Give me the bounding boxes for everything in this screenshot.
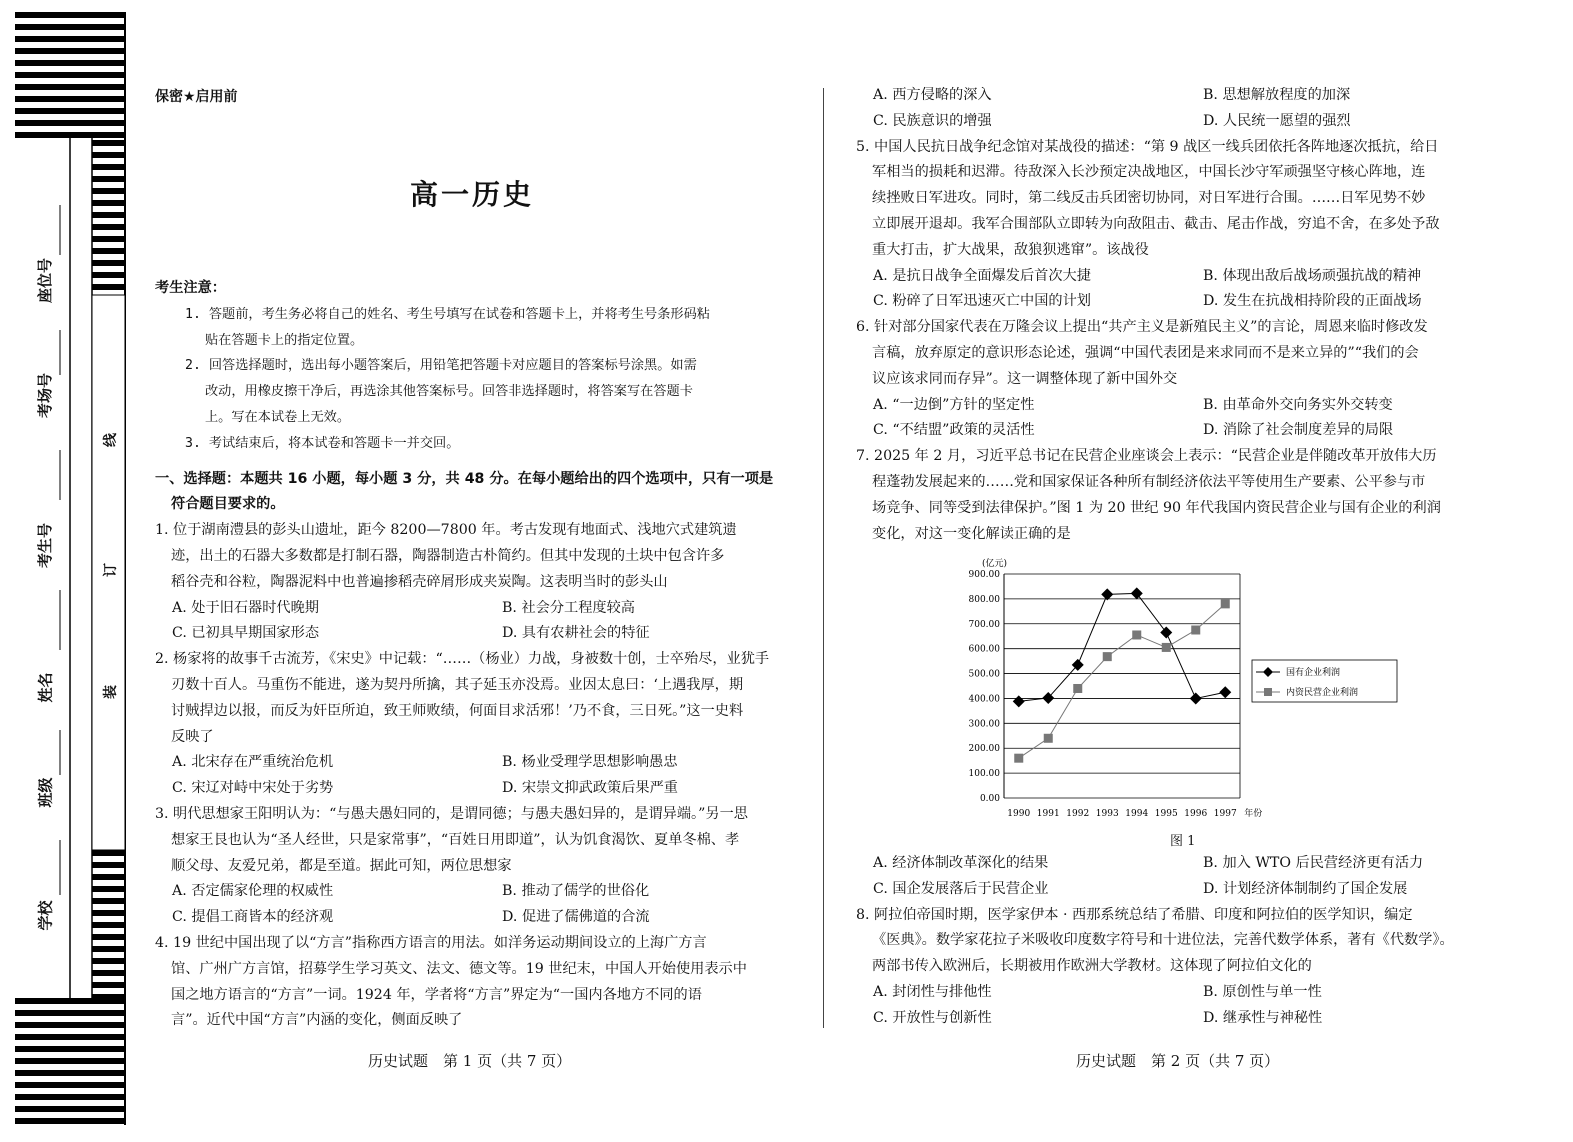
margin-stripe [92,898,125,904]
q2-stem: 反映了 [171,728,214,745]
q8-stem: 两部书传入欧洲后，长期被用作欧洲大学教材。这体现了阿拉伯文化的 [872,958,1312,975]
margin-field-examinee-no: 考生号 [36,522,55,569]
margin-stripe [15,84,125,90]
margin-stripe [92,934,125,940]
margin-stripe [92,152,125,158]
chart-xtick-label: 1993 [1095,809,1119,819]
margin-stripe [92,212,125,218]
section-heading-cont: 符合题目要求的。 [171,496,285,513]
margin-stripe [92,946,125,952]
figure-1-chart [962,552,1412,852]
chart-xtick-label: 1994 [1125,809,1149,819]
margin-field-name: 姓名 [36,672,55,703]
margin-stripe [92,260,125,266]
q3-stem: 顺父母、友爱兄弟，都是至道。据此可知，两位思想家 [171,857,512,874]
margin-stripe [15,1034,125,1040]
chart-ytick-label: 600.00 [968,644,1000,655]
chart-ytick-label: 0.00 [979,794,1000,804]
chart-xtick-label: 1991 [1036,809,1060,819]
margin-cut-line: 线 [103,433,119,447]
chart-xtick-label: 1995 [1154,809,1178,819]
chart-point-state-owned [1190,692,1202,704]
margin-stripe [92,874,125,880]
q7-stem: 场竞争、同等受到法律保护。”图 1 为 20 世纪 90 年代我国内资民营企业与国有企业的利润 [872,499,1441,516]
margin-stripe [92,188,125,194]
q7-options [856,851,1506,903]
q4-stem: 国之地方语言的“方言”一词。1924 年，学者将“方言”界定为“一国内各地方不同的语 [171,986,702,1003]
margin-stripe [15,1058,125,1064]
q2-option-b[interactable]: B. 杨业受理学思想影响愚忠 [502,754,678,771]
margin-stripe [15,108,125,114]
margin-stripe [92,224,125,230]
chart-ytick-label: 300.00 [968,719,1000,730]
figure-label: 图 1 [1170,834,1196,849]
q4-stem: 馆、广州广方言馆，招募学生学习英文、法文、德文等。19 世纪末，中国人开始使用表示中 [171,960,747,977]
margin-stripe [15,1010,125,1016]
chart-point-state-owned [1131,587,1143,599]
q8-option-b[interactable]: B. 原创性与单一性 [1203,983,1322,1000]
margin-stripe [15,1082,125,1088]
margin-stripe [92,910,125,916]
margin-stripe [15,48,125,54]
margin-stripe [92,236,125,242]
q2-option-c[interactable]: C. 宋辽对峙中宋处于劣势 [172,780,334,797]
q5-stem: 重大打击，扩大战果，敌狼狈逃窜”。该战役 [872,241,1149,258]
q1-option-c[interactable]: C. 已初具早期国家形态 [172,625,320,642]
margin-stripe [92,272,125,278]
q6-option-c[interactable]: C. “不结盟”政策的灵活性 [873,422,1035,439]
q5-option-b[interactable]: B. 体现出敌后战场顽强抗战的精神 [1203,267,1422,284]
chart-point-private [1014,754,1023,763]
margin-stripe [92,284,125,290]
page2-column-lower [856,851,1506,1032]
chart-ytick-label: 800.00 [968,594,1000,605]
q3-option-c[interactable]: C. 提倡工商皆本的经济观 [172,909,334,926]
notice-line: 贴在答题卡上的指定位置。 [205,332,364,348]
q6-option-d[interactable]: D. 消除了社会制度差异的局限 [1203,422,1394,439]
q4-option-c[interactable]: C. 民族意识的增强 [873,112,992,129]
column-divider [823,88,824,1028]
chart-point-private [1221,599,1230,608]
margin-stripe [92,982,125,988]
q5-option-d[interactable]: D. 发生在抗战相持阶段的正面战场 [1203,293,1422,310]
q4-option-a[interactable]: A. 西方侵略的深入 [873,87,992,103]
margin-stripe [92,994,125,1000]
margin-stripe [15,36,125,42]
chart-ylabel: (亿元) [982,559,1008,569]
q8-stem: 8. 阿拉伯帝国时期，医学家伊本 · 西那系统总结了希腊、印度和阿拉伯的医学知识，编定 [856,906,1413,923]
notice-line: 1. 答题前，考生务必将自己的姓名、考生号填写在试卷和答题卡上，并将考生号条形码粘 [185,306,710,322]
chart-legend-label: 国有企业利润 [1286,668,1341,678]
margin-stripe [15,1022,125,1028]
q2-option-d[interactable]: D. 宋崇文抑武政策后果严重 [502,780,678,797]
q4-option-b[interactable]: B. 思想解放程度的加深 [1203,87,1351,103]
q2-stem: 讨贼捍边以报，而反为奸臣所迫，致王师败绩，何面目求活邪！’乃不食，三日死。”这一史料 [171,702,744,719]
chart-series-line [1019,593,1226,701]
q5-option-a[interactable]: A. 是抗日战争全面爆发后首次大捷 [873,267,1091,284]
margin-field-class: 班级 [36,777,55,808]
page2-column [856,83,1506,547]
q5-stem: 立即展开退却。我军合围部队立即转为向敌阻击、截击、尾击作战，穷追不舍，在多处予敌 [872,215,1440,232]
notice-line: 2. 回答选择题时，选出每小题答案后，用铅笔把答题卡对应题目的答案标号涂黑。如需 [185,358,697,374]
margin-stripe [92,958,125,964]
q3-options [155,879,795,931]
margin-stripe [15,60,125,66]
q1-option-a[interactable]: A. 处于旧石器时代晚期 [172,599,319,616]
chart-point-private [1191,626,1200,635]
margin-stripe [92,176,125,182]
chart-xtick-label: 1997 [1213,809,1237,819]
q6-stem: 议应该求同而存异”。这一调整体现了新中国外交 [872,370,1178,387]
chart-legend-marker [1264,688,1272,696]
margin-stripe [92,850,125,856]
notice-line: 改动，用橡皮擦干净后，再选涂其他答案标号。回答非选择题时，将答案写在答题卡 [205,384,693,400]
q6-stem: 言稿，放弃原定的意识形态论述，强调“中国代表团是来求同而不是来立异的”“我们的会 [872,344,1419,361]
q1-option-d[interactable]: D. 具有农耕社会的特征 [502,625,650,642]
q4-stem: 言”。近代中国“方言”内涵的变化，侧面反映了 [171,1012,463,1029]
margin-stripe [15,72,125,78]
page-title: 高一历史 [410,178,535,211]
q2-stem: 2. 杨家将的故事千古流芳，《宋史》中记载：“……（杨业）力战，身被数十创，士卒殆尽，业犹手 [155,651,770,668]
q6-option-b[interactable]: B. 由革命外交向务实外交转变 [1203,396,1393,413]
chart-point-private [1044,734,1053,743]
chart-point-private [1132,630,1141,639]
notice-heading: 考生注意： [155,280,226,296]
chart-legend-label: 内资民营企业利润 [1286,688,1359,698]
q2-option-a[interactable]: A. 北宋存在严重统治危机 [172,754,334,771]
page1-footer: 历史试题 第 1 页（共 7 页） [368,1052,572,1070]
q6-option-a[interactable]: A. “一边倒”方针的坚定性 [873,396,1035,413]
q7-stem: 程蓬勃发展起来的……党和国家保证各种所有制经济依法平等使用生产要素、公平参与市 [872,473,1426,490]
q8-options [856,980,1506,1032]
margin-field-school: 学校 [36,900,55,931]
margin-stripe [92,140,125,146]
chart-xtick-label: 1992 [1066,809,1090,819]
margin-stripe [15,1106,125,1112]
q5-stem: 续挫败日军进攻。同时，第二线反击兵团密切协同，对日军进行合围。……日军见势不妙 [872,190,1426,207]
q8-option-c[interactable]: C. 开放性与创新性 [873,1009,992,1026]
margin-stripe [15,1094,125,1100]
page1-column [155,276,795,1034]
chart-ytick-label: 100.00 [968,769,1000,780]
margin-stripe [15,1118,125,1124]
q3-stem: 3. 明代思想家王阳明认为：“与愚夫愚妇同的，是谓同德；与愚夫愚妇异的，是谓异端。”另一思 [155,805,748,822]
q4-stem: 4. 19 世纪中国出现了以“方言”指称西方语言的用法。如洋务运动期间设立的上海广方言 [155,934,707,951]
q8-option-a[interactable]: A. 封闭性与排他性 [873,983,992,1000]
margin-cut-bind: 订 [103,563,119,577]
margin-stripe [92,970,125,976]
q1-stem: 1. 位于湖南澧县的彭头山遗址，距今 8200—7800 年。考古发现有地面式、浅地穴式建筑遗 [155,522,737,539]
chart-xtick-label: 1996 [1184,809,1208,819]
margin-stripe [92,200,125,206]
section-heading: 一、选择题：本题共 16 小题，每小题 3 分，共 48 分。在每小题给出的四个选项中，只有一项是 [155,470,774,487]
margin-stripe [15,120,125,126]
chart-point-private [1073,684,1082,693]
q3-option-d[interactable]: D. 促进了儒佛道的合流 [502,909,650,926]
page2-footer: 历史试题 第 2 页（共 7 页） [1076,1052,1280,1070]
q1-stem: 迹，出土的石器大多数都是打制石器，陶器制造古朴简约。但其中发现的土块中包含许多 [171,547,725,564]
margin-stripe [92,922,125,928]
q4-options [856,83,1506,135]
margin-stripe [92,862,125,868]
q2-stem: 刃数十百人。马重伤不能进，遂为契丹所擒，其子延玉亦没焉。业因太息曰：‘上遇我厚，期 [171,676,744,693]
q1-option-b[interactable]: B. 社会分工程度较高 [502,599,635,616]
confidential-mark: 保密★启用前 [155,89,238,105]
q7-option-b[interactable]: B. 加入 WTO 后民营经济更有活力 [1203,855,1424,871]
chart-xtick-label: 1990 [1007,809,1031,819]
q5-options [856,264,1506,316]
q7-option-a[interactable]: A. 经济体制改革深化的结果 [873,855,1049,871]
chart-ytick-label: 400.00 [968,694,1000,705]
margin-stripe [15,12,125,18]
q1-options [155,596,795,648]
q2-options [155,750,795,802]
q4-option-d[interactable]: D. 人民统一愿望的强烈 [1203,112,1351,129]
q6-stem: 6. 针对部分国家代表在万隆会议上提出“共产主义是新殖民主义”的言论，周恩来临时修改发 [856,319,1428,336]
margin-field-seat-no: 座位号 [36,257,55,304]
chart-ytick-label: 700.00 [968,619,1000,630]
chart-ytick-label: 500.00 [968,669,1000,680]
margin-stripe [15,1070,125,1076]
margin-stripe [15,96,125,102]
q5-stem: 军相当的损耗和迟滞。待敌深入长沙预定决战地区，中国长沙守军顽强坚守核心阵地，连 [872,164,1426,181]
q8-stem: 《医典》。数学家花拉子米吸收印度数字符号和十进位法，完善代数学体系，著有《代数学》。 [872,932,1454,949]
chart-point-state-owned [1160,626,1172,638]
notice-line: 3. 考试结束后，将本试卷和答题卡一并交回。 [185,435,460,451]
q7-option-d[interactable]: D. 计划经济体制制约了国企发展 [1203,880,1408,897]
margin-cut-install: 装 [103,685,119,699]
notice-line: 上。写在本试卷上无效。 [205,409,351,425]
q5-stem: 5. 中国人民抗日战争纪念馆对某战役的描述：“第 9 战区一线兵团依托各阵地逐次抵抗，给日 [856,138,1439,155]
margin-stripe [15,24,125,30]
q7-stem: 7. 2025 年 2 月，习近平总书记在民营企业座谈会上表示：“民营企业是伴随改革开放伟大历 [856,448,1437,465]
chart-ytick-label: 900.00 [968,570,1000,580]
q3-option-b[interactable]: B. 推动了儒学的世俗化 [502,883,650,900]
chart-point-state-owned [1013,695,1025,707]
margin-stripe [15,1046,125,1052]
chart-point-private [1103,652,1112,661]
q3-option-a[interactable]: A. 否定儒家伦理的权威性 [172,883,334,900]
q7-option-c[interactable]: C. 国企发展落后于民营企业 [873,880,1049,897]
margin-stripe [92,886,125,892]
margin-field-room-no: 考场号 [36,372,55,419]
q1-stem: 稻谷壳和谷粒，陶器泥料中也普遍掺稻壳碎屑形成夹炭陶。这表明当时的彭头山 [171,573,668,590]
q7-stem: 变化，对这一变化解读正确的是 [872,525,1071,542]
q6-options [856,393,1506,445]
chart-point-state-owned [1219,686,1231,698]
q3-stem: 想家王艮也认为“圣人经世，只是家常事”，“百姓日用即道”，认为饥食渴饮、夏单冬棉、孝 [171,831,740,848]
chart-point-private [1162,643,1171,652]
q5-option-c[interactable]: C. 粉碎了日军迅速灭亡中国的计划 [873,293,1091,310]
chart-svg [962,552,1412,852]
chart-ytick-label: 200.00 [968,744,1000,755]
margin-stripe [92,164,125,170]
margin-stripe [92,248,125,254]
chart-xlabel: 年份 [1244,809,1263,819]
q8-option-d[interactable]: D. 继承性与神秘性 [1203,1009,1323,1026]
